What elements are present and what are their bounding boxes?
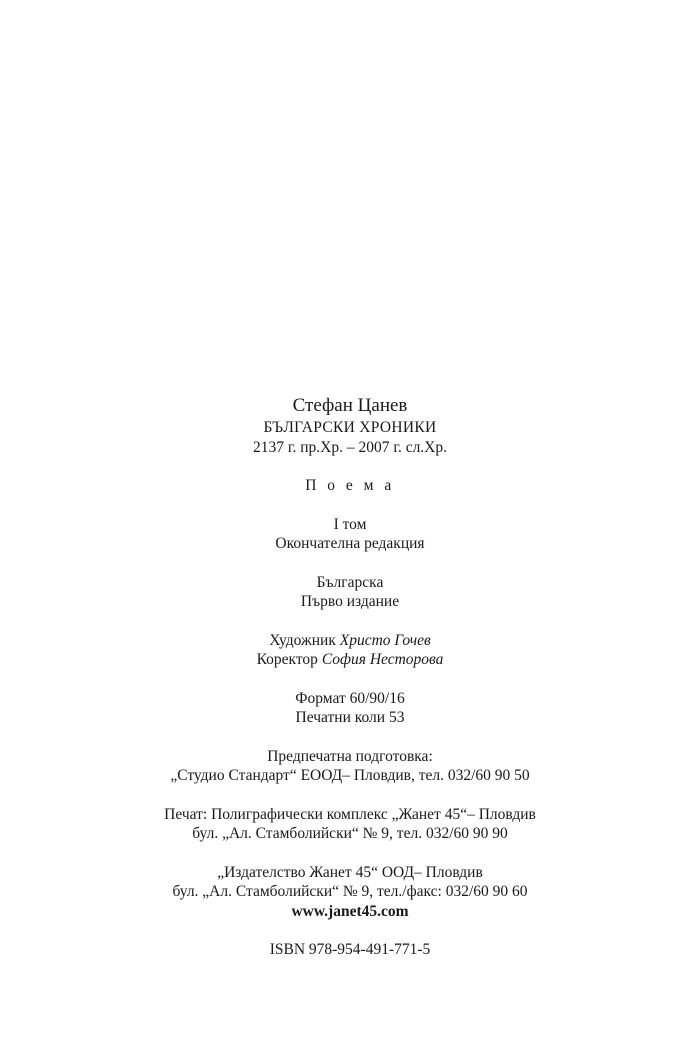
prepress-label: Предпечатна подготовка:: [267, 747, 433, 765]
author-name: Стефан Цанев: [292, 395, 408, 416]
publisher-address: бул. „Ал. Стамболийски“ № 9, тел./факс: 032/60 90 60: [172, 883, 528, 900]
genre-label: П о е м а: [305, 477, 395, 494]
volume-label: І том: [333, 515, 367, 533]
proofreader-credit: [0, 650, 700, 670]
edition-note: Окончателна редакция: [275, 535, 425, 552]
printing-line-1: Печат: Полиграфически комплекс „Жанет 45“– Пловдив: [164, 805, 536, 823]
proofreader-name: София Несторова: [321, 651, 444, 668]
artist-label: Художник: [269, 631, 336, 649]
publisher-website: www.janet45.com: [291, 902, 409, 920]
artist-credit: [0, 631, 700, 651]
proofreader-label: Коректор: [256, 651, 318, 668]
format-label: Формат 60/90/16: [295, 689, 405, 707]
book-title: БЪЛГАРСКИ ХРОНИКИ: [263, 419, 437, 436]
nationality-label: Българска: [316, 573, 384, 591]
publisher-name: „Издателство Жанет 45“ ООД– Пловдив: [217, 863, 483, 881]
sheets-label: Печатни коли 53: [295, 709, 405, 726]
edition-label: Първо издание: [300, 593, 400, 610]
colophon: [0, 394, 700, 960]
book-period: 2137 г. пр.Хр. – 2007 г. сл.Хр.: [252, 438, 447, 456]
printing-line-2: бул. „Ал. Стамболийски“ № 9, тел. 032/60 90 90: [192, 825, 508, 842]
prepress-details: „Студио Стандарт“ ЕООД– Пловдив, тел. 032/60 90 50: [170, 767, 530, 784]
isbn-label: ISBN 978-954-491-771-5: [269, 941, 431, 958]
artist-name: Христо Гочев: [339, 631, 431, 649]
